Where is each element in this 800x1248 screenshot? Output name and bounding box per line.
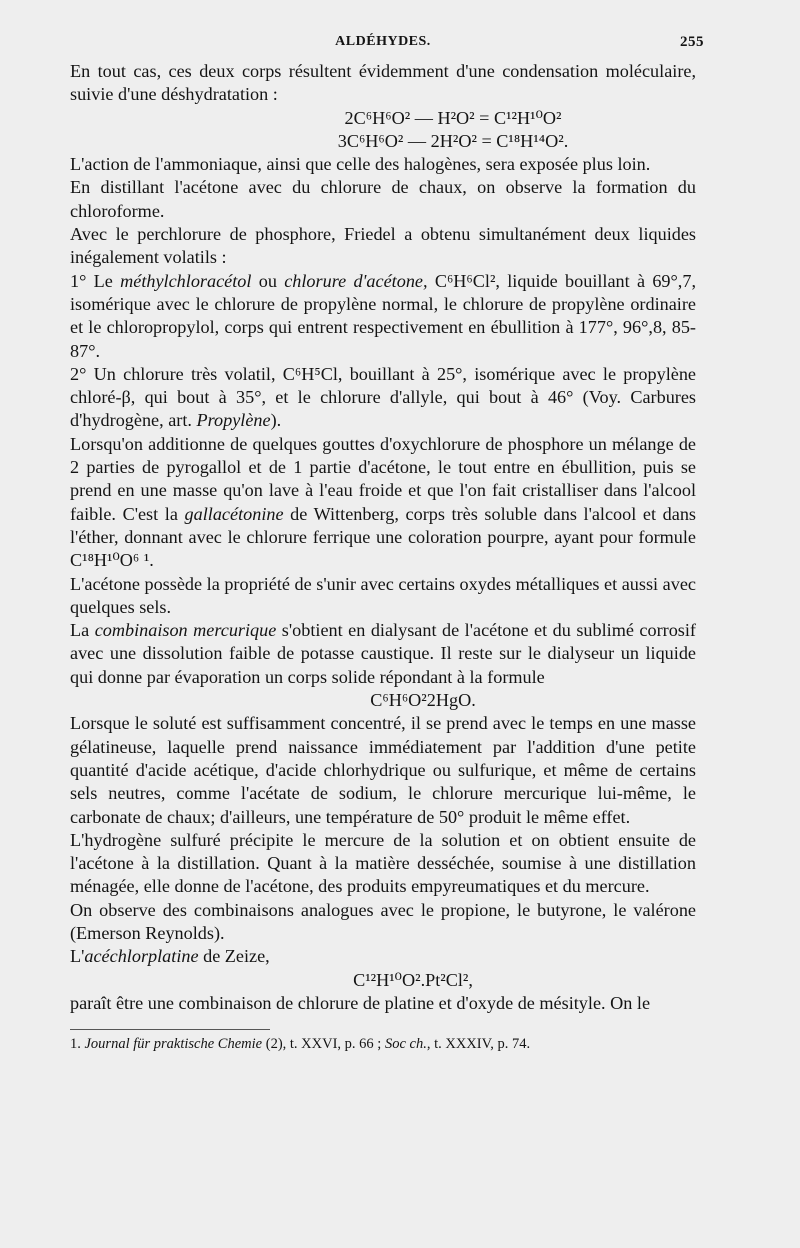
paragraph: Avec le perchlorure de phosphore, Friedel a obtenu simultanément deux liquides inégalement volatils : — [70, 224, 696, 268]
paragraph: Lorsque le soluté est suffisamment concentré, il se prend avec le temps en une masse gélatineuse, laquelle prend naissance immédiatement par l'addition d'une petite quantité d'acide acétique, d'acide chlorhydrique ou sulfurique, et même de certains sels neutres, comme l'acétate de sodium, le chlorure mercurique lui-même, le carbonate de chaux; d'ailleurs, une température de 50° produit le même effet. — [70, 713, 696, 827]
paragraph — [70, 363, 696, 433]
footnote-rule — [70, 1029, 270, 1030]
paragraph — [70, 945, 696, 968]
paragraph — [70, 270, 696, 363]
paragraph: L'action de l'ammoniaque, ainsi que celle des halogènes, sera exposée plus loin. — [70, 154, 651, 175]
page-header — [70, 30, 704, 60]
formula: C⁶H⁶O²2HgO. — [370, 690, 476, 711]
text-run: C⁶H⁶Cl², liquide bouillant à 69°,7, isomérique avec le chlorure de propylène normal, le chlorure de propylène ordinaire et le chloropropylol, corps qui entrent respectivement en ébullition à 177°, 96°,8, 85-87°. — [70, 270, 696, 361]
paragraph: En distillant l'acétone avec du chlorure de chaux, on observe la formation du chloroforme. — [70, 177, 696, 221]
text-run: Lorsqu'on additionne de quelques gouttes d'oxychlorure de phosphore un mélange de 2 parties de pyrogallol et de 1 partie d'acétone, le tout entre en ébullition, puis se prend en une masse qu'on lave à l'eau froide et que l'on fait cristalliser dans l'alcool faible. C'est la — [70, 433, 696, 524]
text-run: de Zeize, — [198, 946, 270, 967]
footnote-number: 1. — [70, 1036, 81, 1053]
footnote — [70, 1034, 696, 1054]
formula: 3C⁶H⁶O² — 2H²O² = C¹⁸H¹⁴O². — [337, 130, 569, 151]
formula: 2C⁶H⁶O² — H²O² = C¹²H¹⁰O² — [344, 107, 562, 128]
footnote-journal: Journal für praktische Chemie — [84, 1036, 263, 1053]
paragraph: L'hydrogène sulfuré précipite le mercure de la solution et on obtient ensuite de l'acétone à la distillation. Quant à la matière desséchée, soumise à une distillation ménagée, elle donne de l'acétone, des produits empyreumatiques et du mercure. — [70, 829, 696, 897]
paragraph: paraît être une combinaison de chlorure de platine et d'oxyde de mésityle. On le — [70, 992, 651, 1013]
italic-term: Propylène — [196, 410, 271, 431]
text-run: ). — [270, 410, 282, 431]
paragraph: L'acétone possède la propriété de s'unir avec certains oxydes métalliques et aussi avec quelques sels. — [70, 573, 696, 617]
text-run: 1° Le — [70, 270, 121, 291]
page-number: 255 — [680, 34, 704, 50]
footnote-text: , t. XXXIV, p. 74. — [426, 1036, 531, 1053]
text-run: de Wittenberg, corps très soluble dans l'alcool et dans l'éther, donnant avec le chlorure ferrique une coloration pourpre, ayant pour formule C¹⁸H¹⁰O⁶ ¹. — [70, 503, 696, 571]
text-run: 2° Un chlorure très volatil, C⁶H⁵Cl, bouillant à 25°, isomérique avec le propylène chloré-β, qui bout à 35°, et le chlorure d'allyle, qui bout à 46° (Voy. Carbures d'hydrogène, art. — [70, 363, 696, 431]
paragraph — [70, 433, 696, 573]
footnote-text: (2), t. XXVI, p. 66 ; — [262, 1036, 385, 1053]
paragraph: En tout cas, ces deux corps résultent évidemment d'une condensation moléculaire, suivie d'une déshydratation : — [70, 61, 696, 105]
body-text — [70, 60, 696, 1015]
text-run: s'obtient en dialysant de l'acétone et du sublimé corrosif avec une dissolution faible de potasse caustique. Il reste sur le dialyseur un liquide qui donne par évaporation un corps solide répondant à la formule — [70, 620, 696, 687]
formula: C¹²H¹⁰O².Pt²Cl², — [353, 969, 473, 990]
paragraph: On observe des combinaisons analogues avec le propione, le butyrone, le valérone (Emerson Reynolds). — [70, 899, 696, 943]
text-run: ou — [251, 270, 285, 291]
italic-term: gallacétonine — [184, 503, 284, 524]
italic-term: combinaison mercurique — [94, 620, 277, 641]
italic-term: acéchlorplatine — [84, 946, 199, 967]
italic-term: méthylchloracétol — [120, 270, 252, 291]
running-head: ALDÉHYDES. — [335, 34, 431, 49]
text-run: L' — [70, 946, 85, 967]
paragraph — [70, 619, 696, 689]
text-run: La — [70, 620, 95, 641]
footnote-soc: Soc ch. — [384, 1036, 427, 1053]
italic-term: chlorure d'acétone, — [284, 270, 428, 291]
